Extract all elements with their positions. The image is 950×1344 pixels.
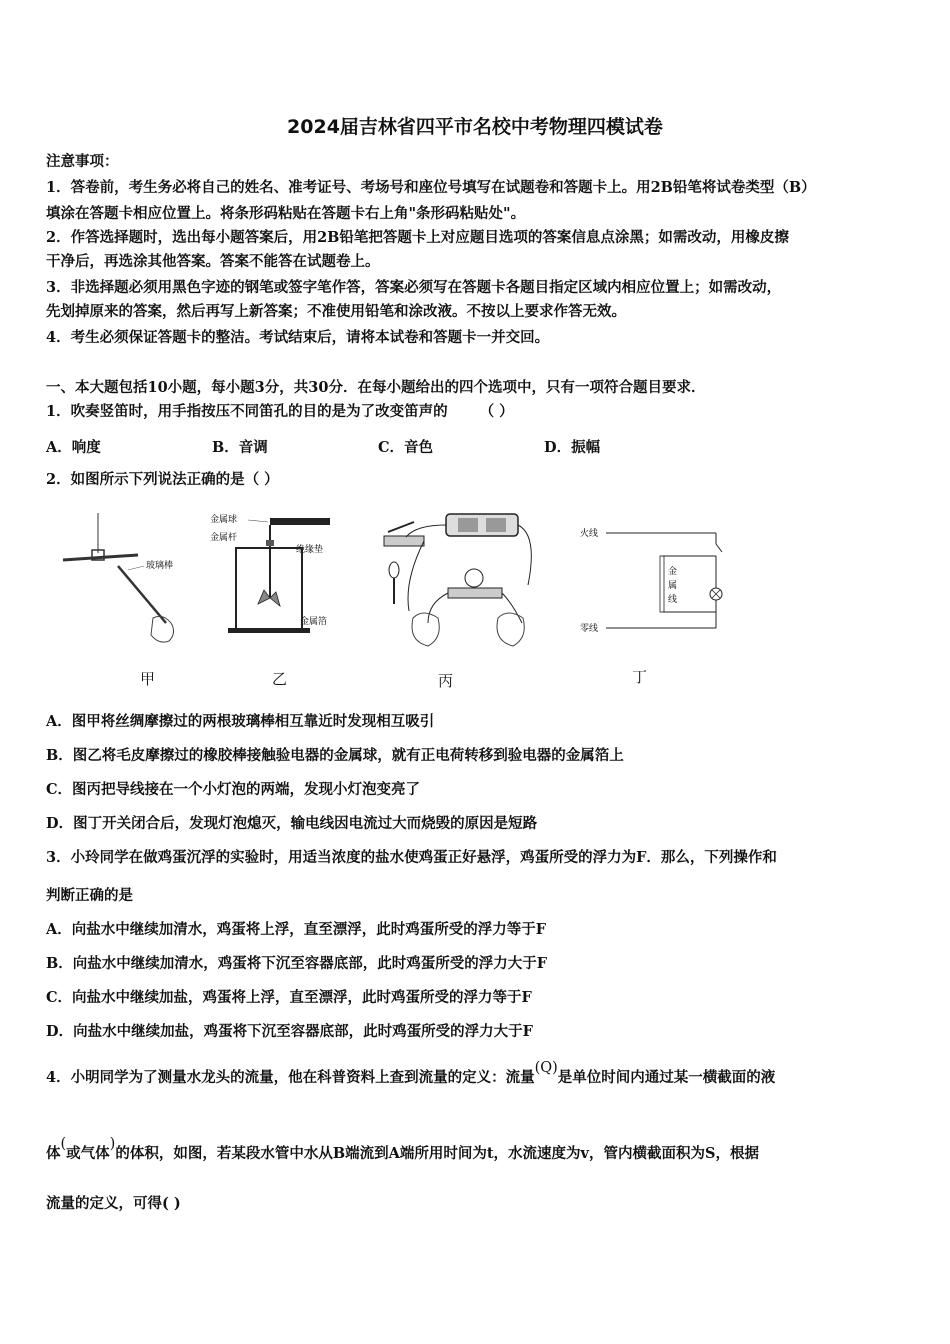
q4-stem-part: 体 — [46, 1145, 61, 1162]
label-metal-ball: 金属球 — [210, 515, 238, 525]
q2-option-a: A．图甲将丝绸摩擦过的两根玻璃棒相互靠近时发现相互吸引 — [46, 713, 435, 730]
q4-paren-close: ) — [109, 1136, 116, 1152]
q2-stem: 2．如图所示下列说法正确的是（ ） — [46, 471, 279, 488]
figure-ding — [576, 508, 736, 658]
figure-caption-jia: 甲 — [140, 670, 156, 688]
q3-option-a: A．向盐水中继续加清水，鸡蛋将上浮，直至漂浮，此时鸡蛋所受的浮力等于F — [46, 921, 547, 938]
page-title: 2024届吉林省四平市名校中考物理四模试卷 — [287, 116, 663, 138]
q3-stem-line2: 判断正确的是 — [46, 887, 133, 904]
label-metal-foil: 金属箔 — [300, 617, 328, 627]
figure-jia — [58, 508, 198, 658]
q3-option-c: C．向盐水中继续加盐，鸡蛋将上浮，直至漂浮，此时鸡蛋所受的浮力等于F — [46, 989, 532, 1006]
q1-stem — [46, 402, 906, 422]
notice-line: 4．考生必须保证答题卡的整洁。考试结束后，请将本试卷和答题卡一并交回。 — [46, 329, 550, 346]
notice-line: 先划掉原来的答案，然后再写上新答案；不准使用铅笔和涂改液。不按以上要求作答无效。 — [46, 303, 626, 320]
notice-line: 1．答卷前，考生务必将自己的姓名、准考证号、考场号和座位号填写在试题卷和答题卡上。用2B铅笔将试卷类型（B） — [46, 179, 816, 196]
q4-stem-line2 — [46, 1136, 906, 1164]
q1-stem-text: 1．吹奏竖笛时，用手指按压不同笛孔的目的是为了改变笛声的 — [46, 403, 448, 420]
notice-heading: 注意事项： — [46, 153, 119, 170]
q4-stem-part: 是单位时间内通过某一横截面的液 — [557, 1069, 776, 1086]
q1-option-d: D．振幅 — [544, 439, 601, 456]
label-metal-2: 属 — [668, 581, 678, 591]
q4-stem-part: 4．小明同学为了测量水龙头的流量，他在科普资料上查到流量的定义：流量 — [46, 1069, 535, 1086]
q4-stem-part: 的体积，如图，若某段水管中水从B端流到A端所用时间为t，水流速度为v，管内横截面积为S，根据 — [115, 1145, 759, 1162]
q1-option-c: C．音色 — [378, 439, 434, 456]
q3-option-d: D．向盐水中继续加盐，鸡蛋将下沉至容器底部，此时鸡蛋所受的浮力大于F — [46, 1023, 533, 1040]
q2-option-b: B．图乙将毛皮摩擦过的橡胶棒接触验电器的金属球，就有正电荷转移到验电器的金属箔上 — [46, 747, 624, 764]
notice-line: 干净后，再选涂其他答案。答案不能答在试题卷上。 — [46, 253, 380, 270]
notice-line: 填涂在答题卡相应位置上。将条形码粘贴在答题卡右上角"条形码粘贴处"。 — [46, 205, 526, 222]
q1-option-b: B．音调 — [212, 439, 268, 456]
figure-caption-yi: 乙 — [272, 670, 288, 688]
q2-option-c: C．图丙把导线接在一个小灯泡的两端，发现小灯泡变亮了 — [46, 781, 421, 798]
notice-line: 2．作答选择题时，选出每小题答案后，用2B铅笔把答题卡上对应题目选项的答案信息点涂黑；如需改动，用橡皮擦 — [46, 229, 789, 246]
label-insulator: 绝缘垫 — [296, 545, 324, 555]
notice-line: 3．非选择题必须用黑色字迹的钢笔或签字笔作答，答案必须写在答题卡各题目指定区域内相应位置上；如需改动， — [46, 279, 782, 296]
label-live-wire: 火线 — [580, 529, 599, 539]
q4-paren-open: ( — [60, 1136, 67, 1152]
q3-stem-line1: 3．小玲同学在做鸡蛋沉浮的实验时，用适当浓度的盐水使鸡蛋正好悬浮，鸡蛋所受的浮力为F．那么，下列操作和 — [46, 849, 777, 866]
section-heading: 一、本大题包括10小题，每小题3分，共30分．在每小题给出的四个选项中，只有一项符合题目要求． — [46, 379, 706, 396]
q4-stem-line3: 流量的定义，可得( ) — [46, 1195, 181, 1212]
q3-option-b: B．向盐水中继续加清水，鸡蛋将下沉至容器底部，此时鸡蛋所受的浮力大于F — [46, 955, 548, 972]
q4-stem-part: 或气体 — [66, 1145, 110, 1162]
label-metal-3: 线 — [668, 595, 678, 605]
figure-caption-ding: 丁 — [632, 668, 648, 686]
label-neutral-wire: 零线 — [580, 624, 599, 634]
figure-bing — [368, 508, 538, 658]
q1-answer-paren: （ ） — [479, 403, 514, 420]
q4-stem-line1 — [46, 1060, 906, 1088]
figure-caption-bing: 丙 — [438, 672, 454, 690]
label-metal-rod: 金属杆 — [210, 533, 238, 543]
q1-option-a: A．响度 — [46, 439, 101, 456]
label-metal-1: 金 — [668, 567, 678, 577]
q4-q-symbol: (Q) — [534, 1060, 558, 1076]
label-glass-rod: 玻璃棒 — [146, 561, 174, 571]
q2-option-d: D．图丁开关闭合后，发现灯泡熄灭，输电线因电流过大而烧毁的原因是短路 — [46, 815, 538, 832]
figure-yi — [208, 508, 348, 658]
